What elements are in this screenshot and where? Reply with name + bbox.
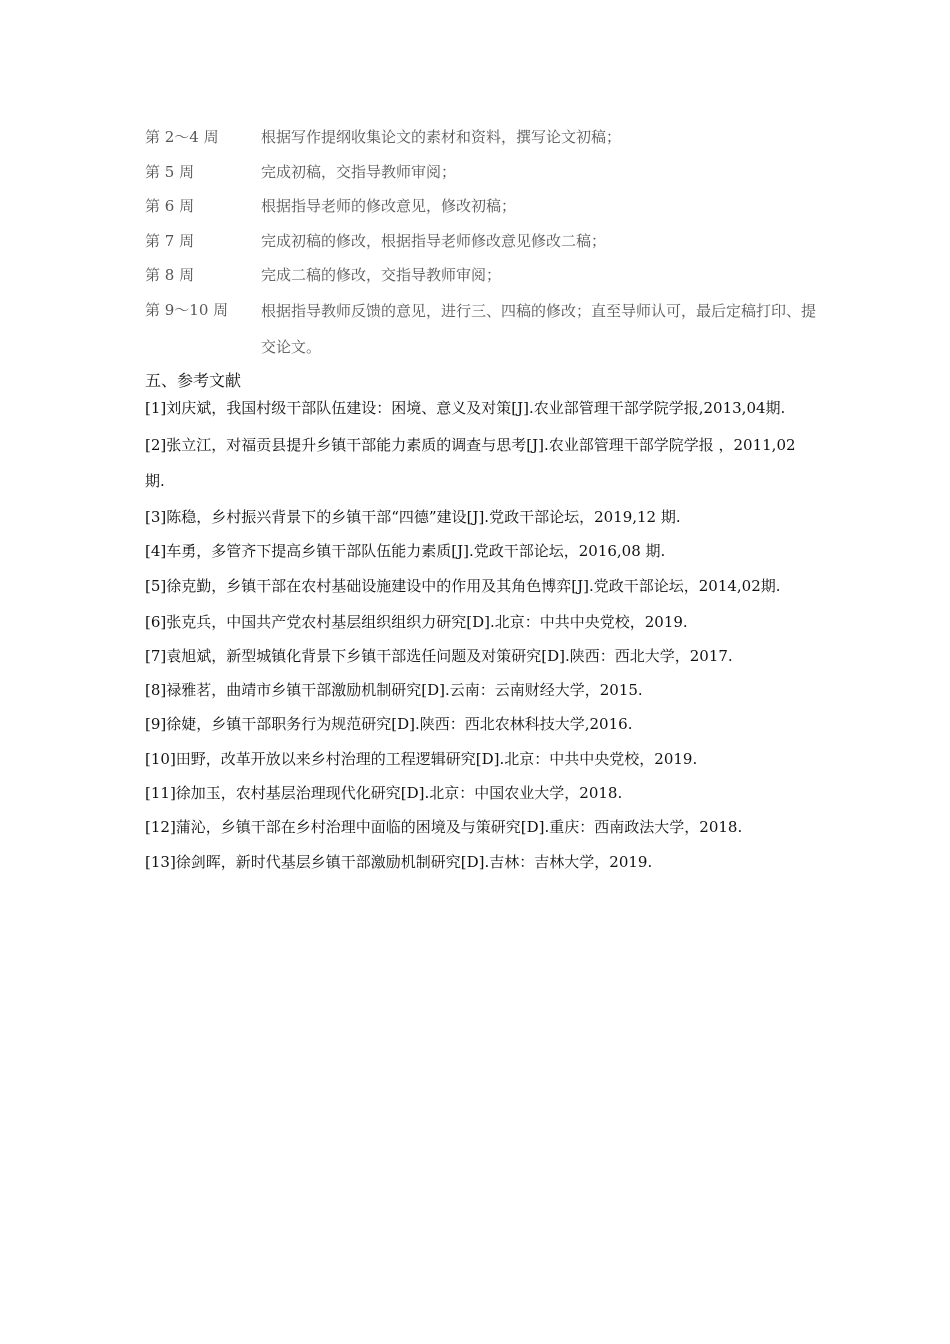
section-title: 五、参考文献	[145, 371, 242, 390]
reference-item: [2]张立江，对福贡县提升乡镇干部能力素质的调查与思考[J].农业部管理干部学院学报 ，2011,02 期.	[145, 435, 796, 490]
schedule-task: 根据写作提纲收集论文的素材和资料，撰写论文初稿；	[261, 128, 622, 146]
reference-item: [12]蒲沁，乡镇干部在乡村治理中面临的困境及与策研究[D].重庆：西南政法大学，2018.	[145, 818, 743, 837]
schedule-row	[145, 258, 825, 293]
reference-item: [3]陈稳，乡村振兴背景下的乡镇干部“四德”建设[J].党政干部论坛，2019,12 期.	[145, 507, 681, 526]
schedule-week: 第 5 周	[145, 162, 195, 181]
schedule-week: 第 9～10 周	[145, 300, 229, 319]
reference-item: [4]车勇，多管齐下提高乡镇干部队伍能力素质[J].党政干部论坛，2016,08 期.	[145, 541, 666, 560]
schedule-row	[145, 189, 825, 224]
schedule-row	[145, 293, 825, 365]
schedule-task: 完成初稿，交指导教师审阅；	[261, 162, 457, 181]
schedule-task: 根据指导老师的修改意见，修改初稿；	[261, 197, 517, 215]
reference-item: [11]徐加玉，农村基层治理现代化研究[D].北京：中国农业大学，2018.	[145, 784, 623, 803]
schedule-task: 完成二稿的修改，交指导教师审阅；	[261, 266, 502, 284]
schedule-task: 完成初稿的修改，根据指导老师修改意见修改二稿；	[261, 231, 607, 250]
schedule-task: 根据指导教师反馈的意见，进行三、四稿的修改；直至导师认可，最后定稿打印、提交论文。	[261, 301, 817, 356]
reference-item: [6]张克兵，中国共产党农村基层组织组织力研究[D].北京：中共中央党校，2019.	[145, 612, 688, 631]
schedule-list	[145, 120, 825, 365]
reference-item: [7]袁旭斌，新型城镇化背景下乡镇干部选任问题及对策研究[D].陕西：西北大学，2017.	[145, 646, 733, 665]
schedule-week: 第 7 周	[145, 231, 195, 250]
reference-item: [1]刘庆斌，我国村级干部队伍建设：困境、意义及对策[J].农业部管理干部学院学报,2013,04期.	[145, 399, 786, 417]
schedule-week: 第 8 周	[145, 266, 195, 284]
schedule-week: 第 2～4 周	[145, 128, 219, 146]
reference-item: [13]徐剑晖，新时代基层乡镇干部激励机制研究[D].吉林：吉林大学，2019.	[145, 852, 653, 871]
schedule-row	[145, 224, 825, 259]
reference-list	[145, 390, 815, 879]
reference-item: [10]田野，改革开放以来乡村治理的工程逻辑研究[D].北京：中共中央党校，2019.	[145, 749, 698, 768]
reference-item: [8]禄雅茗，曲靖市乡镇干部激励机制研究[D].云南：云南财经大学，2015.	[145, 681, 643, 700]
reference-item: [9]徐婕，乡镇干部职务行为规范研究[D].陕西：西北农林科技大学,2016.	[145, 715, 633, 734]
schedule-row	[145, 120, 825, 155]
reference-item: [5]徐克勤，乡镇干部在农村基础设施建设中的作用及其角色博弈[J].党政干部论坛，2014,02期.	[145, 577, 781, 596]
schedule-row	[145, 155, 825, 190]
schedule-week: 第 6 周	[145, 197, 195, 215]
